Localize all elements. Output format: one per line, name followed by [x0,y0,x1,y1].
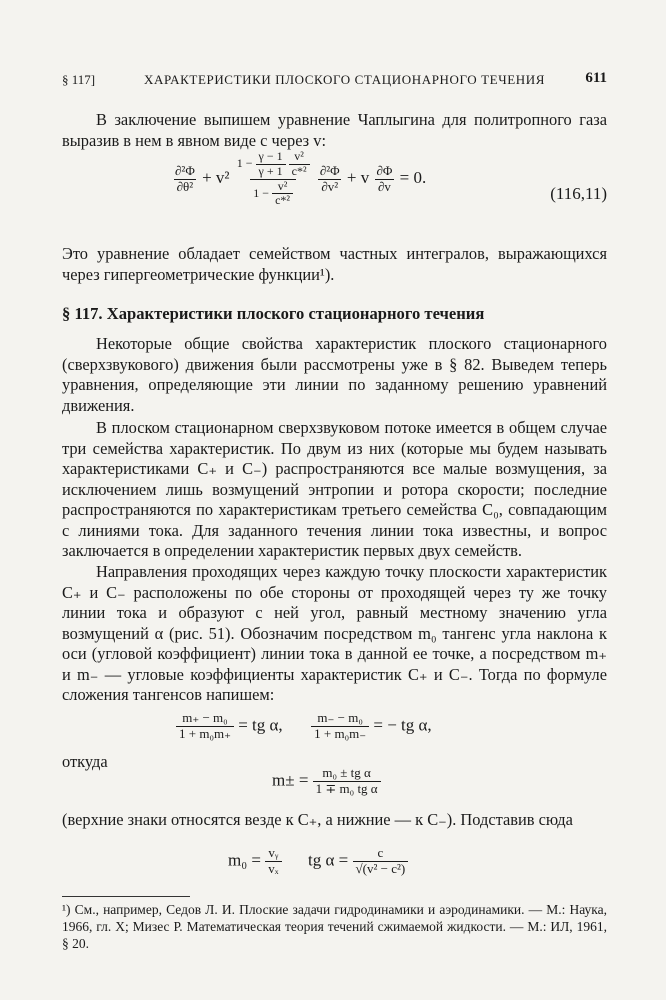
equation-m-plus-minus: m± = $\frac{\text{m₀ ± tg α}}{\text{1 ∓ m₀ tg α}}$ [272,766,381,797]
chaplygin-remark: Это уравнение обладает семейством частных интегралов, выражающихся через гипергеометрические функции¹). [62,244,607,284]
header-title: ХАРАКТЕРИСТИКИ ПЛОСКОГО СТАЦИОНАРНОГО ТЕЧЕНИЯ [144,72,546,87]
header-section: § 117] [62,72,96,87]
section-heading: § 117. Характеристики плоского стационарного течения [62,304,485,323]
paragraph-2: В плоском стационарном сверхзвуковом потоке имеется в общем случае три семейства характеристик. По двум из них (которые мы будем называть характеристиками C₊ и C₋) распространяются все малые возмущения, за исключением лишь возмущений энтропии и ротора скорости; последние распространяются по характеристикам третьего семейства C₀, совпадающим с линиями тока. Для заданного течения линии тока известны, и вопрос заключается в определении характеристик первых двух семейств. [62,418,607,560]
equation-116-11 [172,150,426,208]
intro-paragraph: В заключение выпишем уравнение Чаплыгина для политропного газа выразив в нем в явном виде c через v: [62,110,607,150]
equation-tangent: $\frac{\text{m₊ − m₀}}{\text{1 + m₀m₊}}$ = tg α, $\frac{\text{m₋ − m₀}}{\text{1 + m₀m₋}}$ = − tg α, [176,711,432,742]
eq-term-d2phi-dv2: $\frac{\text{∂²Φ}}{\text{∂v²}}$ [319,162,340,194]
paragraph-3: Направления проходящих через каждую точку плоскости характеристик C₊ и C₋ расположены по обе стороны от проходящей через ту же точку линии тока и образуют с ней угол, равный местному значению угла возмущений α (рис. 51). Обозначим посредством m₀ тангенс угла наклона к оси (угловой коэффициент) линии тока в данной ее точке, а посредством m₊ и m₋ — угловые коэффициенты характеристик C₊ и C₋. Тогда по формуле сложения тангенсов напишем: [62,562,607,704]
eq-term-d2phi-dtheta2: $\frac{\text{∂²Φ}}{\text{∂θ²}}$ [175,162,195,194]
footnote-rule [62,896,190,897]
eq-left-fraction: $\frac{\text{m₊ − m₀}}{\text{1 + m₀m₊}}$ [176,711,234,742]
eq-plus-v: + v [346,168,370,187]
running-header [62,70,607,90]
paragraph-1: Некоторые общие свойства характеристик плоского стационарного (сверхзвукового) движения были рассмотрены уже в § 82. Выведем теперь уравнения, определяющие эти линии по заданному решению уравнений движения. [62,334,607,415]
equation-m0-tga: m₀ = $\frac{\text{vᵧ}}{\text{vₓ}}$ tg α = $\frac{c}{\text{√(v² − c²)}}$ [228,846,408,877]
eq-big-fraction: 1 − $\frac{\gamma - 1}{\gamma + 1}$ $\frac{\text{v²}}{\text{c*²}}$ 1 − $\frac{\text{v²}}{\text{c*²}}$ [234,150,313,208]
sign-note: (верхние знаки относятся везде к C₊, а нижние — к C₋). Подставив сюда [62,810,573,829]
footnote: ¹) См., например, Седов Л. И. Плоские задачи гидродинамики и аэродинамики. — М.: Наука, 1966, гл. X; Мизес Р. Математическая теория течений сжимаемой жидкости. — М.: ИЛ, 1961, § 20. [62,902,607,951]
eq-equals-zero: = 0. [399,168,427,187]
otkuda-word: откуда [62,752,108,771]
eq-term-dphi-dv: $\frac{\partial\Phi}{\partial v}$ [376,162,393,194]
equation-number: (116,11) [550,184,607,203]
page-number: 611 [585,70,607,86]
eq-right-fraction: $\frac{\text{m₋ − m₀}}{\text{1 + m₀m₋}}$ [311,711,369,742]
eq-plus-v2: + v² [202,168,230,187]
